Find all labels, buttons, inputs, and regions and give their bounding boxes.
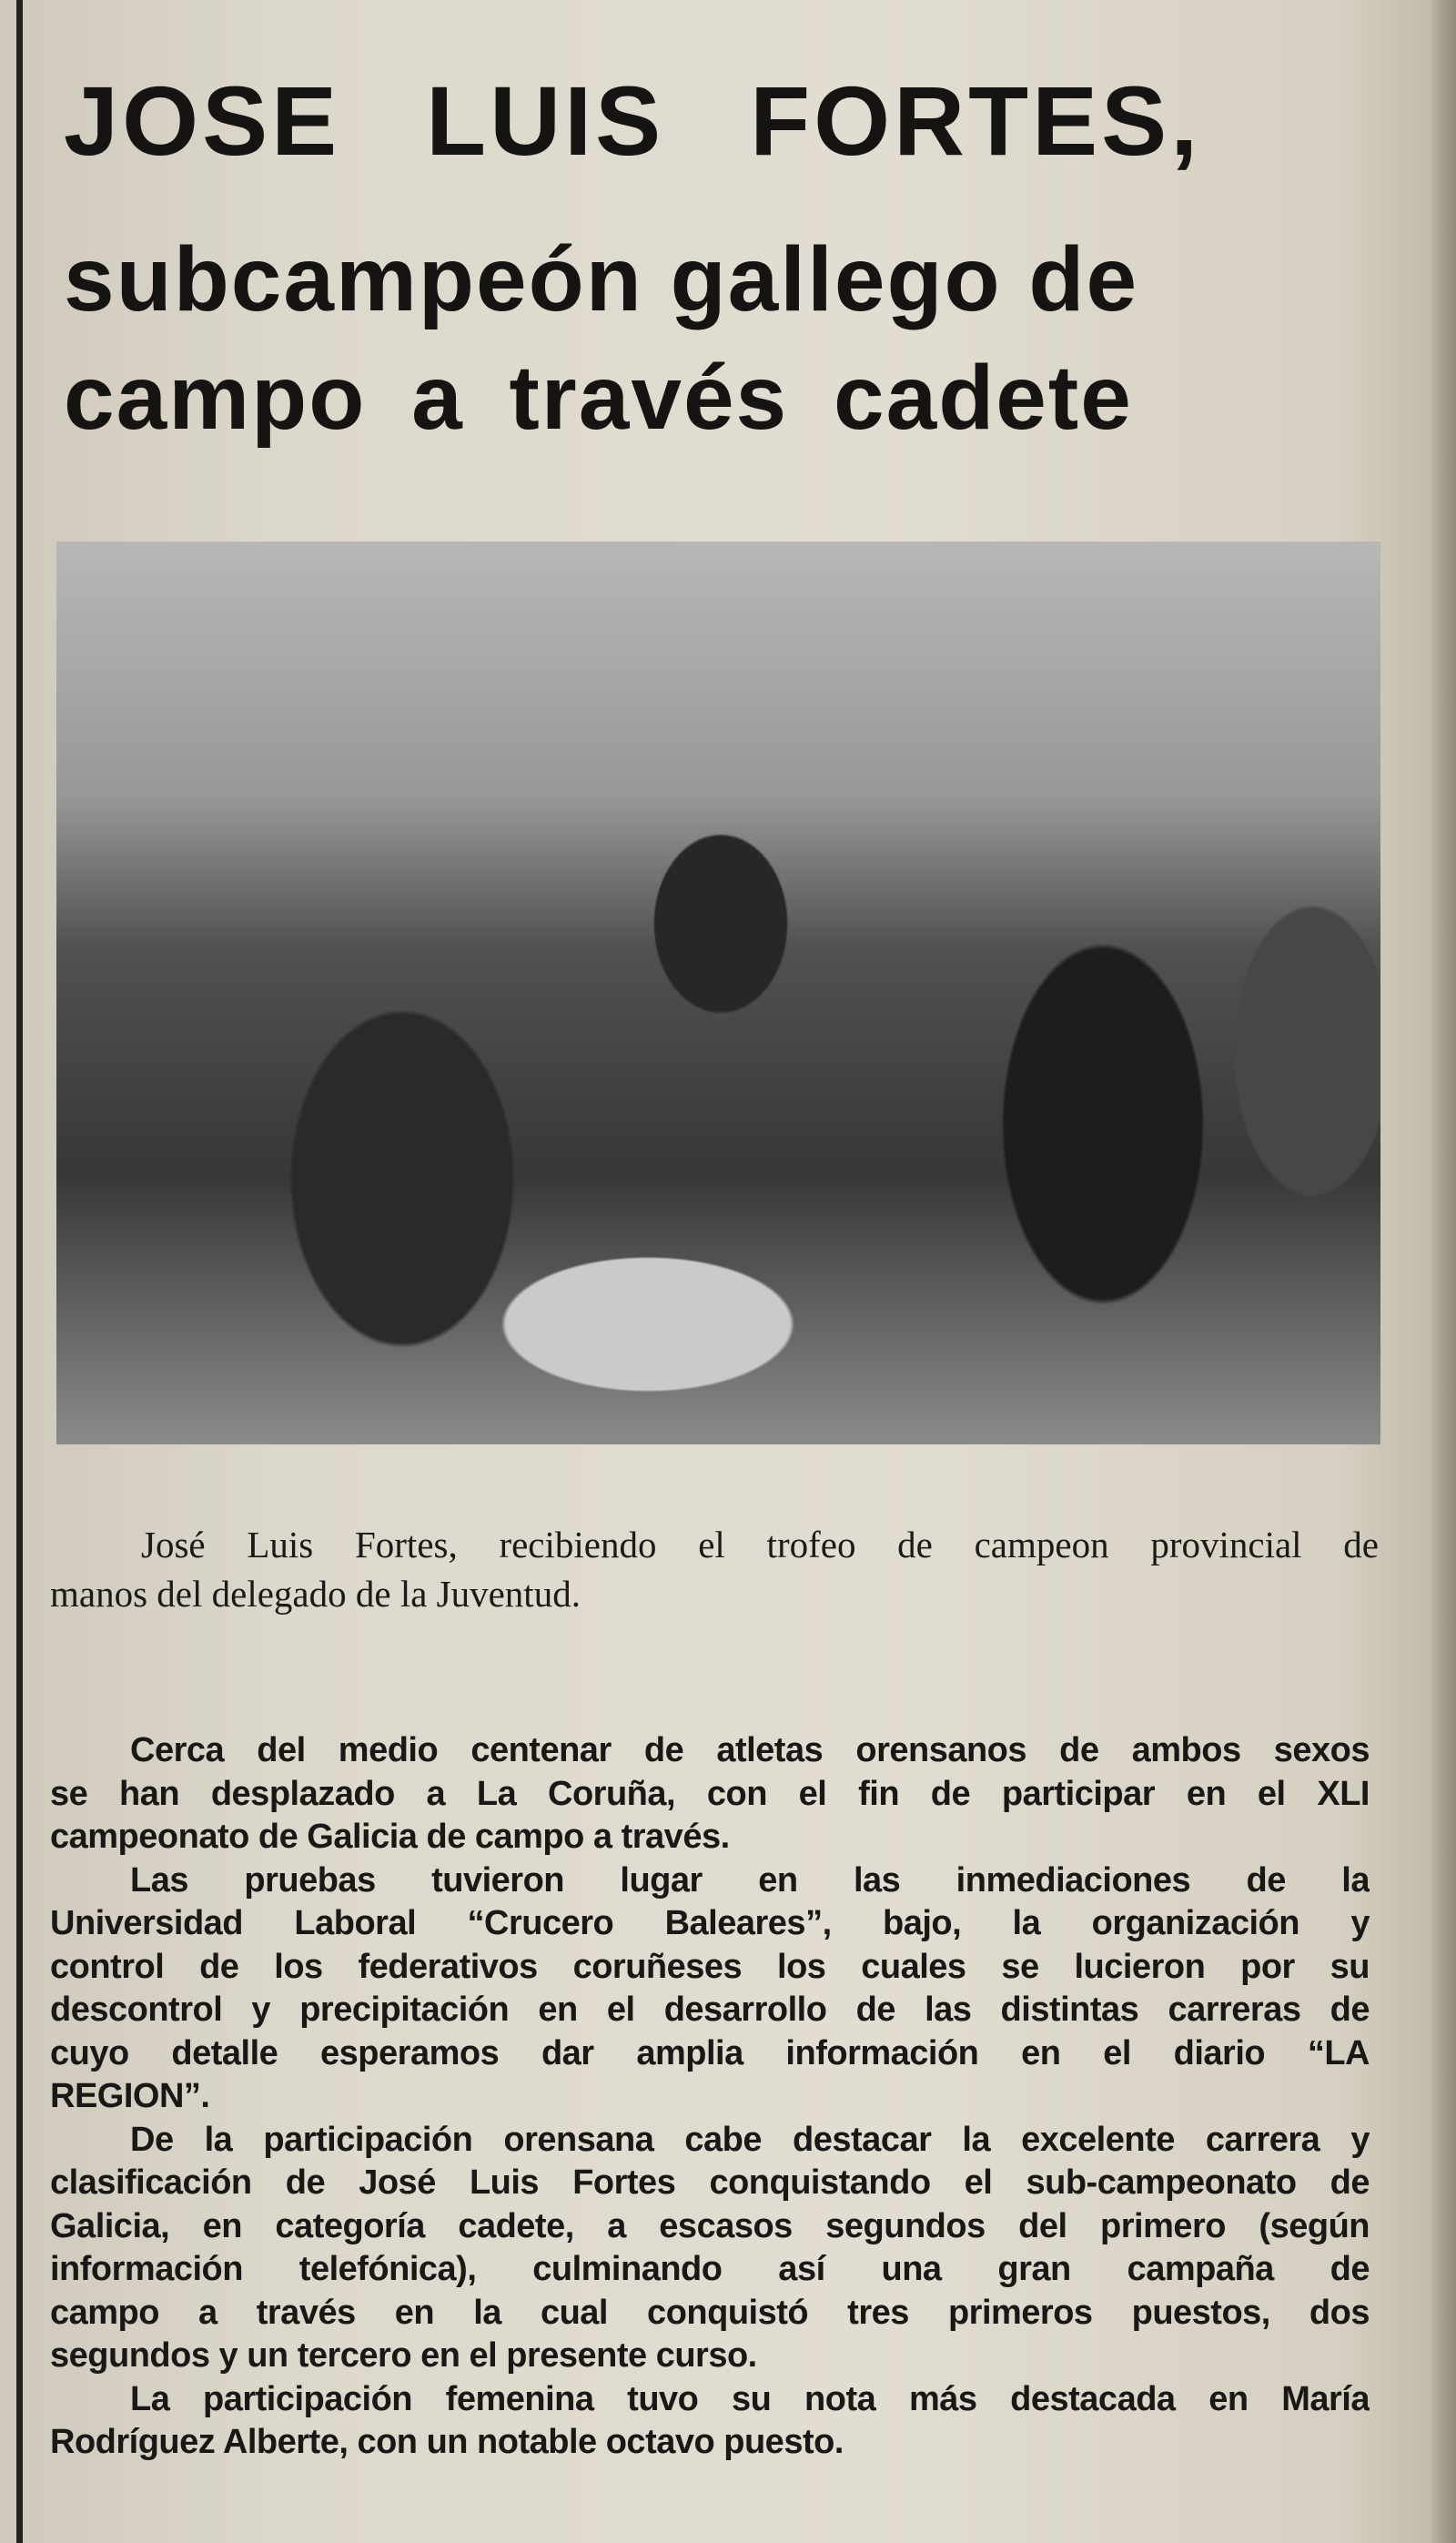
body-line: La participación femenina tuvo su nota más destacada en María — [130, 2379, 1370, 2418]
body-line: Galicia, en categoría cadete, a escasos segundos del primero (según — [50, 2206, 1370, 2245]
headline-line-2: subcampeón gallego de — [64, 228, 1139, 330]
body-line: Cerca del medio centenar de atletas orensanos de ambos sexos — [130, 1731, 1370, 1769]
body-line: control de los federativos coruñeses los cuales se lucieron por su — [50, 1947, 1370, 1986]
body-line: REGION”. — [50, 2077, 210, 2115]
body-line: Rodríguez Alberte, con un notable octavo puesto. — [50, 2423, 844, 2461]
body-line: campo a través en la cual conquistó tres primeros puestos, dos — [50, 2293, 1370, 2332]
page-edge-shadow — [1431, 0, 1456, 2543]
headline-line-3: campo a través cadete — [64, 347, 1133, 449]
caption-line: José Luis Fortes, recibiendo el trofeo de campeon provincial de — [141, 1524, 1379, 1565]
body-line: información telefónica), culminando así una gran campaña de — [50, 2250, 1370, 2288]
body-line: descontrol y precipitación en el desarrollo de las distintas carreras de — [50, 1991, 1370, 2029]
caption-line: manos del delegado de la Juventud. — [50, 1573, 581, 1615]
body-line: Universidad Laboral “Crucero Baleares”, bajo, la organización y — [50, 1904, 1370, 1942]
headline-line-1: JOSE LUIS FORTES, — [64, 66, 1202, 176]
body-line: campeonato de Galicia de campo a través. — [50, 1818, 730, 1856]
body-line: se han desplazado a La Coruña, con el fin de participar en el XLI — [50, 1774, 1370, 1813]
body-line: cuyo detalle esperamos dar amplia información en el diario “LA — [50, 2033, 1370, 2072]
article-body — [50, 1729, 1370, 2465]
body-line: clasificación de José Luis Fortes conquistando el sub-campeonato de — [50, 2163, 1370, 2202]
body-line: segundos y un tercero en el presente curso. — [50, 2336, 757, 2375]
award-ceremony-photo — [56, 542, 1380, 1444]
column-rule — [16, 0, 23, 2543]
body-line: De la participación orensana cabe destacar la excelente carrera y — [130, 2120, 1370, 2159]
body-line: Las pruebas tuvieron lugar en las inmediaciones de la — [130, 1860, 1370, 1900]
photo-caption — [50, 1520, 1379, 1618]
